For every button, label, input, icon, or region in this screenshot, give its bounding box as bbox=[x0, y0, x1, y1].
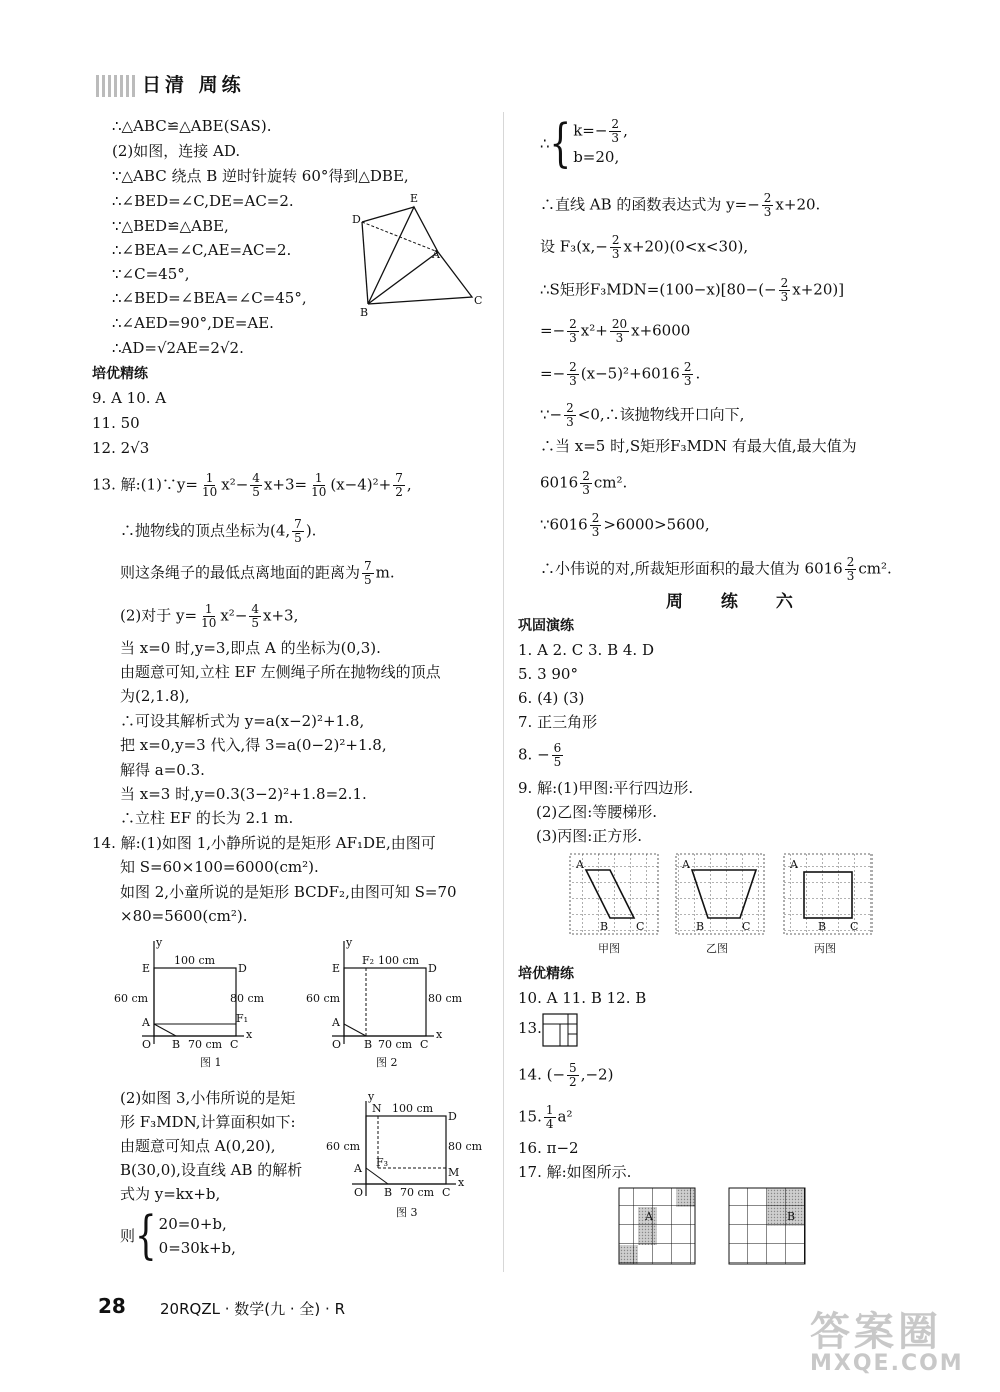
answer-line: 5. 3 90° bbox=[518, 665, 578, 683]
fraction: $\frac{20}{3}$ bbox=[611, 317, 628, 345]
grid-cell bbox=[619, 1188, 695, 1264]
rectangle-figure-1 bbox=[112, 936, 265, 1076]
math-line: 15. $\frac{1}{4}$ a² bbox=[518, 1103, 573, 1131]
text-line: ∵∠C=45°, bbox=[112, 265, 190, 283]
figure-caption: 图 3 bbox=[396, 1206, 418, 1219]
grid-cell bbox=[729, 1188, 805, 1264]
figure-caption: 甲图 bbox=[598, 942, 620, 955]
point-label: E bbox=[410, 192, 419, 205]
point-label: C bbox=[636, 920, 645, 933]
math-line: 8. − $\frac{6}{5}$ bbox=[518, 741, 562, 769]
fraction: $\frac{1}{10}$ bbox=[201, 602, 217, 630]
fraction: $\frac{6}{5}$ bbox=[553, 741, 562, 769]
text-line: ∴∠AED=90°,DE=AE. bbox=[112, 314, 274, 332]
watermark-url: MXQE.COM bbox=[810, 1351, 964, 1376]
fraction: $\frac{2}{3}$ bbox=[846, 555, 855, 583]
fraction: $\frac{2}{3}$ bbox=[683, 360, 692, 388]
figure-caption: 图 1 bbox=[200, 1056, 222, 1069]
dim-label: 70 cm bbox=[188, 1038, 223, 1051]
fraction: $\frac{7}{5}$ bbox=[294, 517, 302, 545]
point-label: C bbox=[230, 1038, 239, 1051]
point-label: B bbox=[787, 1210, 796, 1223]
point-label: F₃ bbox=[376, 1156, 389, 1169]
figure-line bbox=[344, 1024, 366, 1036]
figure-line bbox=[368, 252, 438, 304]
point-label: A bbox=[682, 858, 690, 871]
axis-label: x bbox=[246, 1028, 253, 1041]
fraction: $\frac{2}{3}$ bbox=[582, 469, 590, 497]
dim-label: 60 cm bbox=[306, 992, 341, 1005]
answer-line: 10. A 11. B 12. B bbox=[518, 989, 647, 1007]
fraction: $\frac{7}{2}$ bbox=[395, 471, 403, 499]
point-label: F₁ bbox=[236, 1012, 249, 1025]
watermark-text: 答案圈 bbox=[810, 1309, 942, 1355]
answer-line: 7. 正三角形 bbox=[518, 713, 598, 731]
fraction: $\frac{2}{3}$ bbox=[763, 191, 772, 219]
answer-line: 12. 2√3 bbox=[92, 439, 150, 457]
point-label: N bbox=[372, 1102, 382, 1115]
point-label: A bbox=[645, 1210, 653, 1223]
text-line: 如图 2,小童所说的是矩形 BCDF₂,由图可知 S=70 bbox=[120, 883, 457, 901]
dim-label: 100 cm bbox=[174, 954, 216, 967]
text-line: ∴△ABC≌△ABE(SAS). bbox=[112, 117, 272, 135]
axis-label: y bbox=[346, 936, 353, 949]
fraction: $\frac{2}{3}$ bbox=[569, 360, 577, 388]
answer-17-grids bbox=[614, 1186, 814, 1270]
equation-system: 则{ 20=0+b, 0=30k+b, bbox=[120, 1206, 236, 1266]
point-label: B bbox=[600, 920, 609, 933]
brace-symbol: { bbox=[135, 1206, 157, 1266]
figure-line bbox=[362, 222, 438, 252]
rectangle-figure-3 bbox=[324, 1090, 494, 1236]
text-line: (3)丙图:正方形. bbox=[536, 827, 643, 845]
point-label: B bbox=[172, 1038, 181, 1051]
point-label: C bbox=[420, 1038, 429, 1051]
equation-system: ∴{ k=− $\frac{2}{3}$ , b=20, bbox=[540, 113, 628, 174]
point-label: D bbox=[448, 1110, 457, 1123]
point-label: B bbox=[360, 306, 369, 319]
text-line: (2)如图 3,小伟所说的是矩 bbox=[120, 1089, 296, 1107]
math-line: ∵6016 $\frac{2}{3}$ >6000>5600, bbox=[540, 511, 710, 539]
text-line: ∴立柱 EF 的长为 2.1 m. bbox=[120, 809, 294, 827]
text-line: 知 S=60×100=6000(cm²). bbox=[120, 858, 319, 876]
header-decoration bbox=[96, 75, 136, 97]
figure-rect bbox=[154, 968, 236, 1036]
math-line: ∴小伟说的对,所裁矩形面积的最大值为 6016 $\frac{2}{3}$ cm². bbox=[540, 555, 892, 583]
point-label: B bbox=[384, 1186, 393, 1199]
figure-line bbox=[368, 207, 472, 304]
figure-line bbox=[362, 222, 368, 304]
math-line: ∴抛物线的顶点坐标为(4, $\frac{7}{5}$ ). bbox=[120, 517, 317, 545]
answer-line: 11. 50 bbox=[92, 414, 140, 432]
point-label: A bbox=[354, 1162, 362, 1175]
dim-label: 70 cm bbox=[378, 1038, 413, 1051]
point-label: A bbox=[432, 248, 440, 261]
section-heading: 巩固演练 bbox=[518, 618, 574, 634]
point-label: A bbox=[332, 1016, 340, 1029]
point-label: E bbox=[142, 962, 151, 975]
point-label: C bbox=[742, 920, 751, 933]
math-line: (2)对于 y= $\frac{1}{10}$ x²− $\frac{4}{5}$ x+3, bbox=[120, 602, 299, 630]
dim-label: 100 cm bbox=[392, 1102, 434, 1115]
point-label: D bbox=[428, 962, 437, 975]
figure-line bbox=[154, 1024, 176, 1036]
axis-label: x bbox=[458, 1176, 465, 1189]
math-line: 13. 解:(1)∵y= $\frac{1}{10}$ x²− $\frac{4}{5}$ x+3= $\frac{1}{10}$ (x−4)²+ $\frac{7}{2}$ , bbox=[92, 471, 412, 499]
page-number: 28 bbox=[98, 1294, 126, 1318]
dim-label: 80 cm bbox=[428, 992, 463, 1005]
fraction: $\frac{5}{2}$ bbox=[569, 1061, 577, 1089]
watermark bbox=[810, 1300, 964, 1376]
answer-line: 9. A 10. A bbox=[92, 389, 167, 407]
point-label: A bbox=[576, 858, 584, 871]
answer-line: 6. (4) (3) bbox=[518, 689, 585, 707]
point-label: O bbox=[142, 1038, 152, 1051]
text-line: 为(2,1.8), bbox=[120, 687, 190, 705]
figure-line bbox=[362, 207, 414, 222]
math-line: 14. (− $\frac{5}{2}$ ,−2) bbox=[518, 1061, 614, 1089]
text-line: ×80=5600(cm²). bbox=[120, 907, 248, 925]
text-line: (2)如图，连接 AD. bbox=[112, 142, 241, 160]
point-label: D bbox=[352, 213, 361, 226]
math-line: 6016 $\frac{2}{3}$ cm². bbox=[540, 469, 628, 497]
text-line: (2)乙图:等腰梯形. bbox=[536, 803, 658, 821]
column-divider bbox=[503, 112, 504, 1272]
brace-symbol: { bbox=[549, 113, 572, 174]
point-label: C bbox=[474, 294, 483, 307]
section-heading: 培优精练 bbox=[518, 966, 574, 982]
fraction: $\frac{1}{4}$ bbox=[545, 1103, 554, 1131]
point-label: O bbox=[332, 1038, 342, 1051]
text-line: 形 F₃MDN,计算面积如下: bbox=[120, 1113, 296, 1131]
shape-grids bbox=[566, 850, 866, 960]
answer-13-figure bbox=[542, 1012, 582, 1048]
text-line: ∴∠BED=∠C,DE=AC=2. bbox=[112, 192, 294, 210]
section-title: 周 练 六 bbox=[666, 592, 809, 612]
axis-label: y bbox=[156, 936, 163, 949]
fraction: $\frac{1}{10}$ bbox=[201, 471, 218, 499]
math-line: 设 F₃(x,− $\frac{2}{3}$ x+20)(0<x<30), bbox=[540, 233, 749, 261]
rectangle-figure-2 bbox=[302, 936, 472, 1076]
figure-caption: 乙图 bbox=[706, 942, 728, 955]
point-label: E bbox=[332, 962, 341, 975]
text-line: B(30,0),设直线 AB 的解析 bbox=[120, 1161, 303, 1179]
text-line: 9. 解:(1)甲图:平行四边形. bbox=[518, 779, 694, 797]
page-header bbox=[96, 70, 245, 97]
answer-line: 1. A 2. C 3. B 4. D bbox=[518, 641, 654, 659]
point-label: B bbox=[364, 1038, 373, 1051]
header-title: 日清 周练 bbox=[142, 74, 245, 96]
dim-label: 70 cm bbox=[400, 1186, 435, 1199]
point-label: O bbox=[354, 1186, 364, 1199]
point-label: C bbox=[850, 920, 859, 933]
fraction: $\frac{2}{3}$ bbox=[569, 317, 577, 345]
axis-label: y bbox=[368, 1090, 375, 1103]
dim-label: 100 cm bbox=[378, 954, 420, 967]
dim-label: 80 cm bbox=[230, 992, 265, 1005]
answer-line: 17. 解:如图所示. bbox=[518, 1163, 632, 1181]
point-label: B bbox=[696, 920, 705, 933]
fraction: $\frac{2}{3}$ bbox=[611, 117, 620, 145]
fraction: $\frac{7}{5}$ bbox=[364, 559, 372, 587]
fraction: $\frac{4}{5}$ bbox=[252, 471, 260, 499]
text-line: 当 x=3 时,y=0.3(3−2)²+1.8=2.1. bbox=[120, 785, 367, 803]
text-line: 14. 解:(1)如图 1,小静所说的是矩形 AF₁DE,由图可 bbox=[92, 834, 436, 852]
answer-line: 13. bbox=[518, 1019, 542, 1037]
math-line: =− $\frac{2}{3}$ x²+ $\frac{20}{3}$ x+6000 bbox=[540, 317, 691, 345]
text-line: ∵△ABC 绕点 B 逆时针旋转 60°得到△DBE, bbox=[112, 167, 409, 185]
point-label: M bbox=[448, 1166, 460, 1179]
series-label: 20RQZL · 数学(九 · 全) · R bbox=[160, 1300, 345, 1318]
text-line: 把 x=0,y=3 代入,得 3=a(0−2)²+1.8, bbox=[120, 736, 387, 754]
math-line: ∴S矩形F₃MDN=(100−x)[80−(− $\frac{2}{3}$ x+20)] bbox=[540, 276, 845, 304]
figure-rect bbox=[344, 968, 426, 1036]
point-label: A bbox=[142, 1016, 150, 1029]
point-label: F₂ bbox=[362, 954, 375, 967]
text-line: 由题意可知点 A(0,20), bbox=[120, 1137, 276, 1155]
point-label: C bbox=[442, 1186, 451, 1199]
axis-label: x bbox=[436, 1028, 443, 1041]
math-line: 则这条绳子的最低点离地面的距离为 $\frac{7}{5}$ m. bbox=[120, 559, 395, 587]
text-line: ∴∠BEA=∠C,AE=AC=2. bbox=[112, 241, 292, 259]
point-label: B bbox=[818, 920, 827, 933]
text-line: ∴AD=√2AE=2√2. bbox=[112, 339, 244, 357]
section-heading: 培优精练 bbox=[92, 366, 148, 382]
fraction: $\frac{2}{3}$ bbox=[611, 233, 620, 261]
text-line: ∴当 x=5 时,S矩形F₃MDN 有最大值,最大值为 bbox=[540, 437, 857, 455]
text-line: 由题意可知,立柱 EF 左侧绳子所在抛物线的顶点 bbox=[120, 663, 441, 681]
text-line: 解得 a=0.3. bbox=[120, 761, 205, 779]
text-line: ∵△BED≌△ABE, bbox=[112, 217, 229, 235]
text-line: 式为 y=kx+b, bbox=[120, 1185, 221, 1203]
figure-line bbox=[366, 1168, 388, 1184]
math-line: =− $\frac{2}{3}$ (x−5)²+6016 $\frac{2}{3}$ . bbox=[540, 360, 701, 388]
dim-label: 60 cm bbox=[326, 1140, 361, 1153]
figure-caption: 丙图 bbox=[814, 942, 836, 955]
dim-label: 80 cm bbox=[448, 1140, 483, 1153]
answer-line: 16. π−2 bbox=[518, 1139, 579, 1157]
figure-caption: 图 2 bbox=[376, 1056, 398, 1069]
text-line: ∴可设其解析式为 y=a(x−2)²+1.8, bbox=[120, 712, 365, 730]
triangle-figure bbox=[350, 190, 490, 320]
math-line: ∵− $\frac{2}{3}$ <0,∴该抛物线开口向下, bbox=[540, 401, 745, 429]
math-line: ∴直线 AB 的函数表达式为 y=− $\frac{2}{3}$ x+20. bbox=[540, 191, 821, 219]
fraction: $\frac{2}{3}$ bbox=[591, 511, 600, 539]
point-label: D bbox=[238, 962, 247, 975]
fraction: $\frac{1}{10}$ bbox=[311, 471, 327, 499]
fraction: $\frac{2}{3}$ bbox=[566, 401, 574, 429]
text-line: 当 x=0 时,y=3,即点 A 的坐标为(0,3). bbox=[120, 639, 381, 657]
text-line: ∴∠BED=∠BEA=∠C=45°, bbox=[112, 289, 307, 307]
fraction: $\frac{2}{3}$ bbox=[780, 276, 789, 304]
point-label: A bbox=[790, 858, 798, 871]
dim-label: 60 cm bbox=[114, 992, 149, 1005]
fraction: $\frac{4}{5}$ bbox=[251, 602, 260, 630]
